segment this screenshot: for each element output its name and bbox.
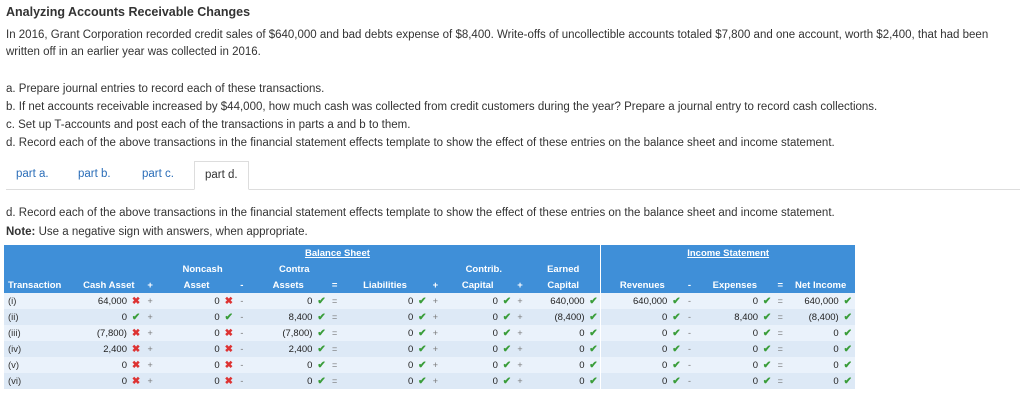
question-b: b. If net accounts receivable increased by $44,000, how much cash was collected from credit customers during the year? Prepare a journal entry to record cash collections. — [6, 101, 878, 113]
contrib-capital-value[interactable]: 0 — [492, 359, 498, 371]
contra-assets-value[interactable]: 0 — [307, 295, 313, 307]
operator: = — [331, 296, 338, 306]
contrib-capital-value[interactable]: 0 — [492, 375, 498, 387]
revenues-value[interactable]: 0 — [601, 341, 670, 357]
correct-check-icon: ✔ — [762, 311, 772, 323]
revenues-value[interactable]: 0 — [601, 373, 670, 389]
tab-part-b[interactable]: part b. — [78, 168, 111, 180]
cash-asset-value[interactable]: 0 — [121, 359, 127, 371]
op-minus: - — [236, 277, 248, 293]
op-plus: + — [514, 277, 526, 293]
operator: + — [432, 312, 439, 322]
contra-assets-value[interactable]: 8,400 — [288, 311, 313, 323]
transaction-label: (v) — [8, 359, 20, 371]
expenses-value[interactable]: 0 — [752, 295, 759, 307]
operator: - — [688, 360, 691, 370]
operator: = — [331, 344, 338, 354]
correct-check-icon: ✔ — [762, 295, 772, 307]
liabilities-value[interactable]: 0 — [407, 311, 414, 323]
correct-check-icon: ✔ — [843, 359, 853, 371]
correct-check-icon: ✔ — [317, 359, 326, 371]
contrib-header-1: Contrib. — [441, 261, 526, 277]
cash-asset-header: Cash Asset — [75, 277, 144, 293]
correct-check-icon: ✔ — [762, 375, 772, 387]
net-income-value[interactable]: 0 — [833, 359, 839, 371]
correct-check-icon: ✔ — [502, 311, 512, 323]
cash-asset-value[interactable]: 64,000 — [97, 295, 127, 307]
table-row — [4, 293, 855, 309]
contra-header-2: Assets — [248, 277, 329, 293]
correct-check-icon: ✔ — [762, 359, 772, 371]
correct-check-icon: ✔ — [502, 359, 512, 371]
correct-check-icon: ✔ — [672, 343, 681, 355]
operator: = — [331, 360, 338, 370]
table-row — [4, 341, 855, 357]
correct-check-icon: ✔ — [589, 359, 598, 371]
problem-intro: In 2016, Grant Corporation recorded credit sales of $640,000 and bad debts expense of $8,400. Write-offs of uncollectible accounts totaled $7,800 and one account, worth $2,400, that had been written off in an earlier year was collected in 2016. — [6, 29, 989, 58]
transaction-label: (vi) — [8, 375, 22, 387]
correct-check-icon: ✔ — [317, 343, 326, 355]
noncash-header-1: Noncash — [157, 261, 248, 277]
correct-check-icon: ✔ — [762, 327, 772, 339]
liabilities-header: Liabilities — [341, 277, 430, 293]
revenues-header: Revenues — [601, 277, 684, 293]
note-text: Use a negative sign with answers, when appropriate. — [35, 226, 308, 238]
note — [6, 226, 308, 238]
incorrect-x-icon: ✖ — [131, 375, 141, 387]
operator: - — [240, 328, 244, 338]
noncash-asset-value[interactable]: 0 — [214, 311, 220, 323]
net-income-value[interactable]: (8,400) — [808, 311, 839, 323]
noncash-header-2: Asset — [157, 277, 236, 293]
correct-check-icon: ✔ — [224, 311, 233, 323]
balance-sheet-label: Balance Sheet — [304, 247, 370, 259]
earned-capital-value[interactable]: 0 — [579, 375, 585, 387]
op-plus: + — [429, 277, 441, 293]
operator: + — [517, 360, 523, 370]
contrib-capital-value[interactable]: 0 — [492, 343, 498, 355]
correct-check-icon: ✔ — [589, 343, 598, 355]
operator: - — [688, 376, 691, 386]
net-income-value[interactable]: 640,000 — [804, 295, 839, 307]
noncash-asset-value[interactable]: 0 — [214, 343, 220, 355]
operator: + — [517, 296, 523, 306]
contrib-capital-value[interactable]: 0 — [492, 327, 498, 339]
income-statement-header — [601, 245, 855, 261]
op-minus: - — [683, 277, 695, 293]
cash-asset-value[interactable]: 0 — [121, 311, 127, 323]
op-eq: = — [329, 277, 341, 293]
operator: - — [240, 344, 244, 354]
correct-check-icon: ✔ — [502, 343, 512, 355]
transaction-label: (i) — [8, 295, 17, 307]
operator: = — [331, 328, 338, 338]
question-d: d. Record each of the above transactions in the financial statement effects template to show the effect of these entries on the balance sheet and income statement. — [6, 137, 835, 149]
expenses-value[interactable]: 0 — [752, 343, 759, 355]
incorrect-x-icon: ✖ — [224, 327, 233, 339]
correct-check-icon: ✔ — [589, 375, 598, 387]
correct-check-icon: ✔ — [672, 359, 681, 371]
operator: + — [517, 312, 523, 322]
table-row — [4, 309, 855, 325]
contrib-capital-value[interactable]: 0 — [492, 295, 498, 307]
part-tabs — [6, 161, 1020, 190]
correct-check-icon: ✔ — [317, 375, 326, 387]
correct-check-icon: ✔ — [418, 327, 427, 339]
operator: - — [240, 296, 244, 306]
table-row — [4, 373, 855, 389]
net-income-value[interactable]: 0 — [833, 343, 839, 355]
liabilities-value[interactable]: 0 — [407, 327, 414, 339]
correct-check-icon: ✔ — [672, 375, 681, 387]
earned-header-1: Earned — [526, 261, 601, 277]
correct-check-icon: ✔ — [672, 311, 681, 323]
net-income-value[interactable]: 0 — [833, 375, 839, 387]
expenses-value[interactable]: 8,400 — [734, 311, 759, 323]
tab-part-d[interactable]: part d. — [194, 161, 249, 190]
expenses-header: Expenses — [696, 277, 775, 293]
liabilities-value[interactable]: 0 — [407, 359, 414, 371]
correct-check-icon: ✔ — [418, 295, 427, 307]
operator: - — [240, 312, 244, 322]
question-c: c. Set up T-accounts and post each of the transactions in parts a and b to them. — [6, 119, 411, 131]
correct-check-icon: ✔ — [843, 343, 853, 355]
incorrect-x-icon: ✖ — [131, 327, 141, 339]
correct-check-icon: ✔ — [317, 295, 326, 307]
cash-asset-value[interactable]: 2,400 — [103, 343, 127, 355]
noncash-asset-value[interactable]: 0 — [214, 359, 220, 371]
incorrect-x-icon: ✖ — [131, 343, 141, 355]
noncash-asset-value[interactable]: 0 — [214, 375, 220, 387]
effects-template-table — [4, 245, 855, 389]
operator: + — [147, 344, 153, 354]
earned-capital-value[interactable]: 0 — [579, 359, 585, 371]
correct-check-icon: ✔ — [843, 295, 853, 307]
correct-check-icon: ✔ — [843, 375, 853, 387]
operator: + — [147, 376, 153, 386]
cash-asset-value[interactable]: 0 — [121, 375, 127, 387]
table-row — [4, 325, 855, 341]
correct-check-icon: ✔ — [418, 343, 427, 355]
operator: = — [777, 296, 783, 306]
incorrect-x-icon: ✖ — [131, 359, 141, 371]
contra-header-1: Contra — [248, 261, 341, 277]
transaction-label: (ii) — [8, 311, 19, 323]
correct-check-icon: ✔ — [418, 359, 427, 371]
correct-check-icon: ✔ — [502, 327, 512, 339]
net-income-value[interactable]: 0 — [833, 327, 839, 339]
operator: + — [517, 344, 523, 354]
correct-check-icon: ✔ — [843, 311, 853, 323]
expenses-value[interactable]: 0 — [752, 375, 759, 387]
question-a: a. Prepare journal entries to record each of these transactions. — [6, 83, 325, 95]
noncash-asset-value[interactable]: 0 — [214, 327, 220, 339]
earned-header-2: Capital — [526, 277, 601, 293]
op-eq: = — [774, 277, 786, 293]
expenses-value[interactable]: 0 — [752, 327, 759, 339]
operator: - — [688, 296, 691, 306]
contra-assets-value[interactable]: (7,800) — [282, 327, 313, 339]
operator: - — [688, 328, 691, 338]
correct-check-icon: ✔ — [502, 295, 512, 307]
liabilities-value[interactable]: 0 — [407, 375, 414, 387]
operator: = — [777, 328, 783, 338]
earned-capital-value[interactable]: 640,000 — [550, 295, 585, 307]
operator: + — [432, 296, 439, 306]
operator: + — [147, 296, 153, 306]
transaction-label: (iv) — [8, 343, 22, 355]
correct-check-icon: ✔ — [672, 295, 681, 307]
operator: + — [432, 344, 439, 354]
correct-check-icon: ✔ — [589, 295, 598, 307]
balance-sheet-header — [75, 245, 601, 261]
operator: - — [240, 376, 244, 386]
transaction-header: Transaction — [4, 277, 75, 293]
operator: - — [688, 312, 691, 322]
expenses-value[interactable]: 0 — [752, 359, 759, 371]
correct-check-icon: ✔ — [317, 327, 326, 339]
operator: + — [432, 328, 439, 338]
correct-check-icon: ✔ — [418, 311, 427, 323]
operator: = — [777, 344, 783, 354]
part-d-instruction: d. Record each of the above transactions in the financial statement effects template to show the effect of these entries on the balance sheet and income statement. — [6, 207, 835, 219]
cash-asset-value[interactable]: (7,800) — [96, 327, 127, 339]
revenues-value[interactable]: 640,000 — [601, 293, 670, 309]
correct-check-icon: ✔ — [589, 327, 598, 339]
earned-capital-value[interactable]: 0 — [579, 343, 585, 355]
tab-part-a[interactable]: part a. — [16, 168, 49, 180]
operator: = — [331, 312, 338, 322]
correct-check-icon: ✔ — [762, 343, 772, 355]
operator: + — [147, 360, 153, 370]
correct-check-icon: ✔ — [418, 375, 427, 387]
operator: = — [777, 360, 783, 370]
contrib-header-2: Capital — [441, 277, 514, 293]
operator: = — [331, 376, 338, 386]
incorrect-x-icon: ✖ — [224, 295, 233, 307]
revenues-value[interactable]: 0 — [601, 357, 670, 373]
net-income-header: Net Income — [786, 277, 855, 293]
contra-assets-value[interactable]: 2,400 — [288, 343, 313, 355]
tab-part-c[interactable]: part c. — [142, 168, 174, 180]
earned-capital-value[interactable]: 0 — [579, 327, 585, 339]
operator: + — [147, 328, 153, 338]
operator: + — [147, 312, 153, 322]
incorrect-x-icon: ✖ — [224, 359, 233, 371]
incorrect-x-icon: ✖ — [224, 375, 233, 387]
income-statement-label: Income Statement — [687, 247, 770, 259]
liabilities-value[interactable]: 0 — [407, 343, 414, 355]
op-plus: + — [143, 277, 157, 293]
operator: - — [240, 360, 244, 370]
revenues-value[interactable]: 0 — [601, 325, 670, 341]
noncash-asset-value[interactable]: 0 — [214, 295, 220, 307]
correct-check-icon: ✔ — [131, 311, 141, 323]
contra-assets-value[interactable]: 0 — [307, 375, 313, 387]
correct-check-icon: ✔ — [317, 311, 326, 323]
incorrect-x-icon: ✖ — [224, 343, 233, 355]
page-title: Analyzing Accounts Receivable Changes — [6, 5, 251, 19]
operator: = — [777, 376, 783, 386]
correct-check-icon: ✔ — [502, 375, 512, 387]
table-row — [4, 357, 855, 373]
operator: + — [432, 360, 439, 370]
correct-check-icon: ✔ — [843, 327, 853, 339]
contra-assets-value[interactable]: 0 — [307, 359, 313, 371]
operator: + — [517, 328, 523, 338]
operator: - — [688, 344, 691, 354]
operator: + — [432, 376, 439, 386]
operator: + — [517, 376, 523, 386]
contrib-capital-value[interactable]: 0 — [492, 311, 498, 323]
transaction-label: (iii) — [8, 327, 21, 339]
note-label: Note: — [6, 226, 36, 238]
liabilities-value[interactable]: 0 — [407, 295, 414, 307]
incorrect-x-icon: ✖ — [131, 295, 141, 307]
operator: = — [777, 312, 783, 322]
correct-check-icon: ✔ — [589, 311, 598, 323]
revenues-value[interactable]: 0 — [601, 309, 670, 325]
correct-check-icon: ✔ — [672, 327, 681, 339]
earned-capital-value[interactable]: (8,400) — [554, 311, 585, 323]
